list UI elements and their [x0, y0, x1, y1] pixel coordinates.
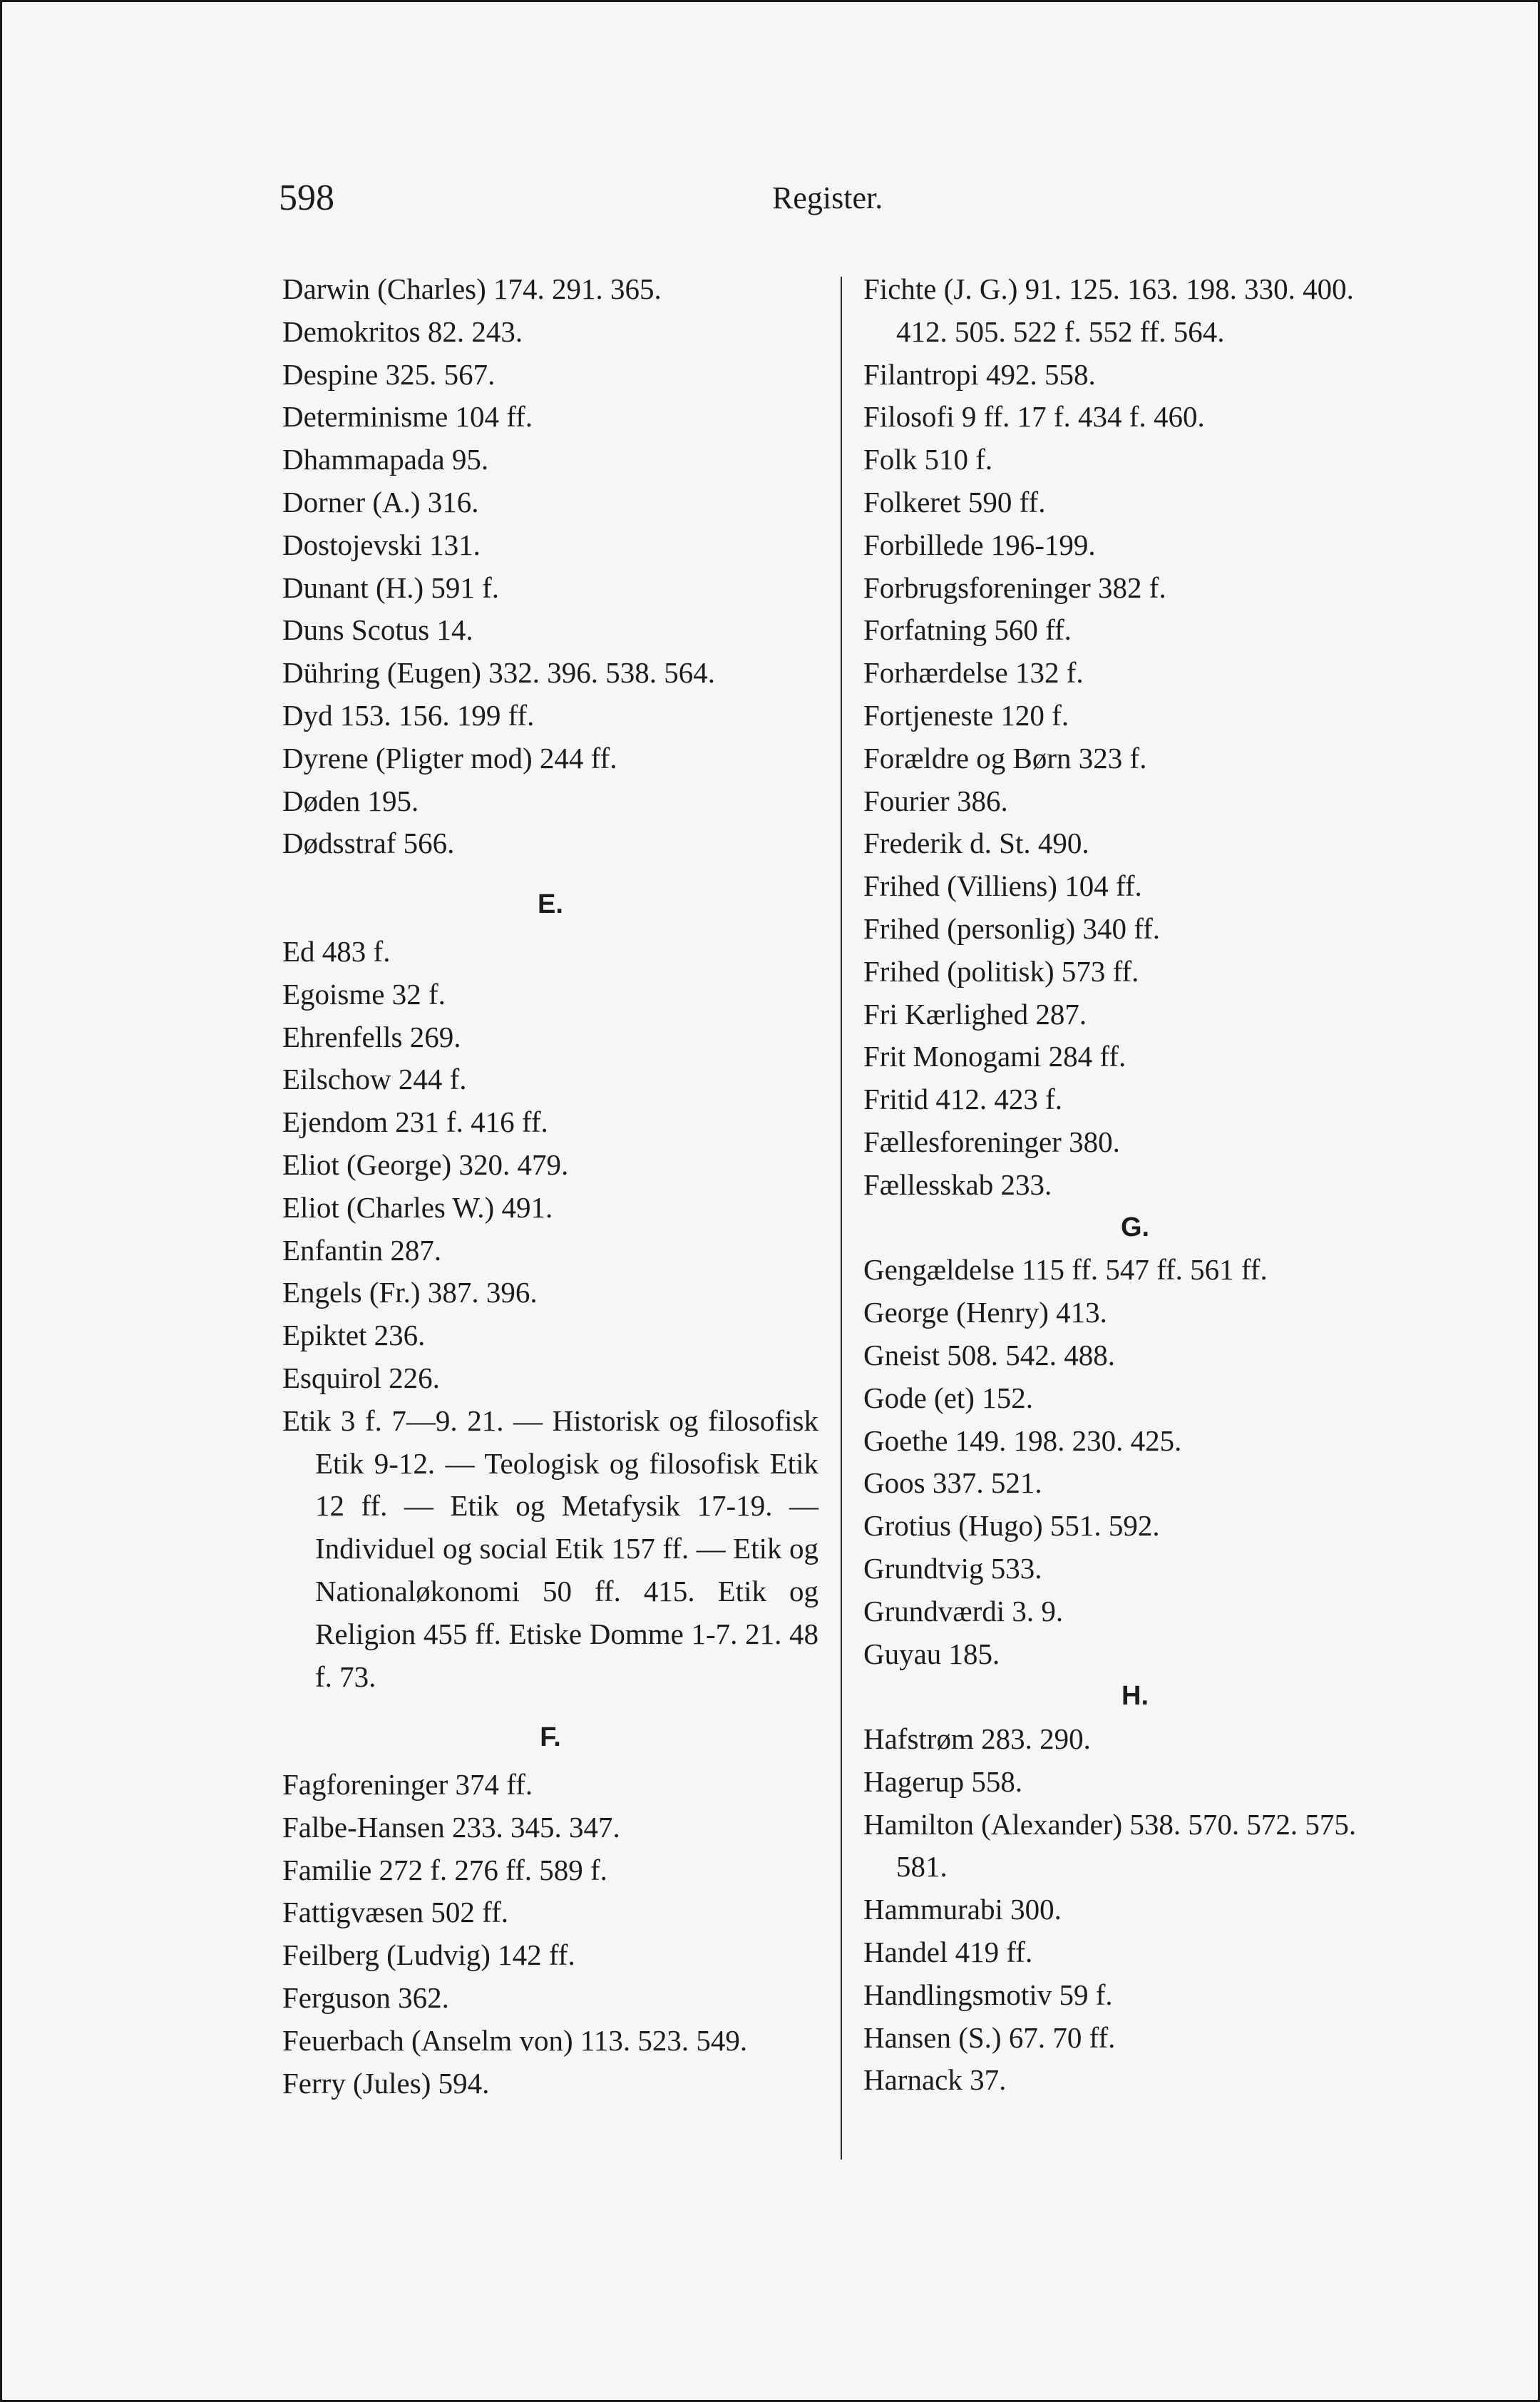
index-entry: Duns Scotus 14.	[282, 613, 473, 647]
running-head: Register.	[772, 180, 883, 215]
index-entry: Dunant (H.) 591 f.	[282, 571, 500, 604]
index-section-g	[863, 1249, 1407, 1675]
index-entry: Guyau 185.	[863, 1637, 1000, 1670]
index-entry: Harnack 37.	[863, 2063, 1007, 2097]
index-entry: Falbe-Hansen 233. 345. 347.	[282, 1810, 620, 1844]
index-entry: Ferguson 362.	[282, 1981, 449, 2015]
index-entry: Grotius (Hugo) 551. 592.	[863, 1509, 1160, 1543]
index-entry: Hafstrøm 283. 290.	[863, 1722, 1091, 1756]
index-column-left	[282, 268, 818, 2105]
index-section-h-continued	[863, 1889, 1407, 2102]
page-number: 598	[279, 178, 334, 218]
column-divider	[841, 277, 842, 2160]
index-section-h	[863, 1718, 1407, 1804]
index-section-f-right	[863, 354, 1407, 1207]
index-entry: Fortjeneste 120 f.	[863, 698, 1069, 732]
section-letter-h: H.	[1121, 1681, 1149, 1712]
index-entry: Frederik d. St. 490.	[863, 827, 1089, 860]
index-entry: Dhammapada 95.	[282, 443, 489, 476]
index-entry: Esquirol 226.	[282, 1361, 440, 1394]
index-entry: Ehrenfells 269.	[282, 1020, 461, 1053]
index-entry: Feuerbach (Anselm von) 113. 523. 549.	[282, 2023, 748, 2057]
index-entry: Hammurabi 300.	[863, 1893, 1062, 1926]
index-entry: Gode (et) 152.	[863, 1381, 1033, 1414]
index-entry: Ejendom 231 f. 416 ff.	[282, 1105, 548, 1139]
index-entry: Hansen (S.) 67. 70 ff.	[863, 2020, 1116, 2054]
section-letter-e: E.	[538, 889, 563, 920]
section-letter-g: G.	[1120, 1212, 1150, 1242]
index-entry: Frihed (Villiens) 104 ff.	[863, 869, 1142, 903]
index-entry: Demokritos 82. 243.	[282, 315, 523, 348]
index-entry: George (Henry) 413.	[863, 1296, 1107, 1329]
index-entry: Døden 195.	[282, 784, 419, 817]
index-entry: Forbillede 196-199.	[863, 528, 1096, 561]
index-section-f-left	[282, 1764, 818, 2105]
index-entry: Eilschow 244 f.	[282, 1063, 467, 1096]
index-entry: Filosofi 9 ff. 17 f. 434 f. 460.	[863, 400, 1205, 434]
index-entry: Frihed (personlig) 340 ff.	[863, 911, 1161, 945]
index-entry: Familie 272 f. 276 ff. 589 f.	[282, 1853, 607, 1886]
index-entry: Epiktet 236.	[282, 1319, 426, 1352]
index-section-d	[282, 268, 818, 865]
index-entry: Fourier 386.	[863, 784, 1008, 817]
index-entry-fichte: Fichte (J. G.) 91. 125. 163. 198. 330. 400. 412. 505. 522 f. 552 ff. 564.	[863, 272, 1354, 348]
index-entry-hamilton: Hamilton (Alexander) 538. 570. 572. 575. 581.	[863, 1807, 1357, 1884]
index-entry-etik: Etik 3 f. 7—9. 21. — Historisk og filosofisk Etik 9-12. — Teologisk og filosofisk Etik 12 ff. — Etik og Metafysik 17-19. — Individuel og social Etik 157 ff. — Etik og Nationaløkonomi 50 ff. 415. Etik og Religion 455 ff. Etiske Domme 1-7. 21. 48 f. 73.	[282, 1404, 818, 1693]
index-entry: Dødsstraf 566.	[282, 827, 455, 860]
index-entry: Grundtvig 533.	[863, 1551, 1042, 1585]
index-entry: Enfantin 287.	[282, 1233, 442, 1267]
index-entry: Eliot (Charles W.) 491.	[282, 1190, 553, 1224]
index-entry: Despine 325. 567.	[282, 357, 496, 391]
index-entry: Fri Kærlighed 287.	[863, 997, 1087, 1031]
index-entry: Determinisme 104 ff.	[282, 400, 533, 434]
index-entry: Frihed (politisk) 573 ff.	[863, 954, 1139, 988]
index-entry: Goos 337. 521.	[863, 1466, 1042, 1500]
index-entry: Goethe 149. 198. 230. 425.	[863, 1424, 1182, 1457]
index-entry: Filantropi 492. 558.	[863, 357, 1096, 391]
index-entry: Fritid 412. 423 f.	[863, 1083, 1063, 1116]
index-entry: Gneist 508. 542. 488.	[863, 1338, 1116, 1371]
index-entry: Forbrugsforeninger 382 f.	[863, 571, 1166, 604]
index-entry: Grundværdi 3. 9.	[863, 1594, 1064, 1627]
index-entry: Eliot (George) 320. 479.	[282, 1148, 569, 1181]
index-entry: Darwin (Charles) 174. 291. 365.	[282, 272, 662, 305]
page-header	[2, 177, 1538, 227]
index-entry: Forældre og Børn 323 f.	[863, 741, 1147, 775]
index-column-right	[863, 268, 1407, 2102]
index-entry: Fagforeninger 374 ff.	[282, 1768, 533, 1802]
index-entry: Fattigvæsen 502 ff.	[282, 1896, 508, 1929]
index-entry: Folk 510 f.	[863, 443, 993, 476]
index-entry: Dyrene (Pligter mod) 244 ff.	[282, 741, 617, 775]
index-entry: Handlingsmotiv 59 f.	[863, 1978, 1113, 2011]
section-letter-f: F.	[540, 1722, 561, 1753]
index-entry: Fællesskab 233.	[863, 1167, 1052, 1201]
index-entry: Egoisme 32 f.	[282, 977, 446, 1011]
index-entry: Forfatning 560 ff.	[863, 613, 1072, 647]
index-entry: Dorner (A.) 316.	[282, 485, 479, 518]
index-entry: Dühring (Eugen) 332. 396. 538. 564.	[282, 656, 715, 690]
index-entry: Frit Monogami 284 ff.	[863, 1040, 1126, 1073]
index-entry: Gengældelse 115 ff. 547 ff. 561 ff.	[863, 1253, 1268, 1287]
index-entry: Ferry (Jules) 594.	[282, 2066, 490, 2100]
index-entry: Ed 483 f.	[282, 934, 391, 968]
index-entry: Fællesforeninger 380.	[863, 1125, 1120, 1158]
index-entry: Forhærdelse 132 f.	[863, 656, 1084, 690]
index-entry: Dyd 153. 156. 199 ff.	[282, 698, 535, 732]
index-entry: Dostojevski 131.	[282, 528, 481, 561]
index-entry: Engels (Fr.) 387. 396.	[282, 1276, 538, 1309]
index-entry: Hagerup 558.	[863, 1764, 1023, 1798]
index-entry: Feilberg (Ludvig) 142 ff.	[282, 1938, 575, 1972]
index-section-e	[282, 931, 818, 1400]
index-entry: Handel 419 ff.	[863, 1936, 1033, 1969]
index-entry: Folkeret 590 ff.	[863, 485, 1046, 518]
